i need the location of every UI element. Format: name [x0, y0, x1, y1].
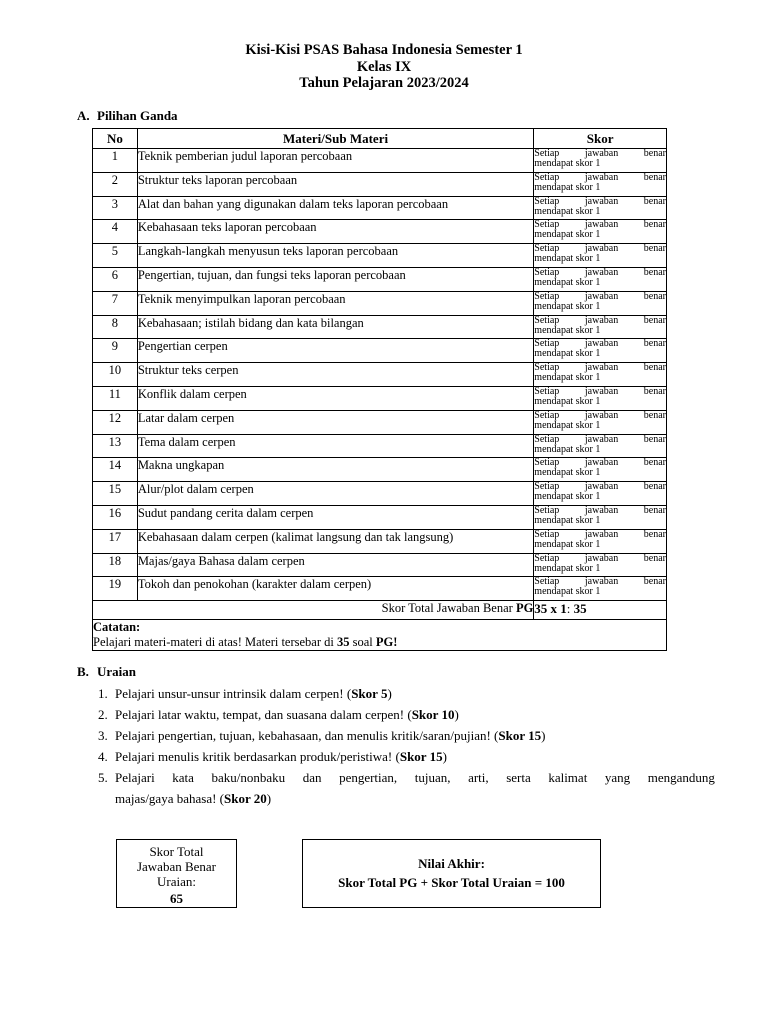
document-title — [0, 42, 768, 92]
skor-uraian-line-1: Skor Total — [149, 844, 204, 859]
table-row — [93, 410, 667, 434]
header-no: No — [93, 129, 138, 149]
skor-line-2: mendapat skor 1 — [534, 276, 601, 288]
skor-line-2: mendapat skor 1 — [534, 491, 601, 503]
uraian-text — [115, 683, 715, 704]
skor-word: jawaban — [584, 290, 619, 302]
skor-word: benar — [643, 504, 666, 516]
skor-word: Setiap — [534, 385, 560, 397]
skor-word: jawaban — [584, 433, 619, 445]
row-materi: Kebahasaan; istilah bidang dan kata bilangan — [137, 315, 533, 339]
catatan-count: 35 — [337, 635, 350, 650]
skor-word: Setiap — [534, 433, 560, 445]
title-line-2: Kelas IX — [356, 58, 412, 75]
uraian-5-word: yang — [604, 770, 631, 785]
row-skor — [534, 434, 667, 458]
skor-word: jawaban — [584, 266, 619, 278]
section-b-title: Uraian — [97, 664, 136, 679]
skor-line-2: mendapat skor 1 — [534, 372, 601, 384]
skor-word: Setiap — [534, 362, 560, 374]
uraian-number: 3. — [98, 728, 108, 743]
skor-word: benar — [643, 362, 666, 374]
skor-word: benar — [643, 266, 666, 278]
uraian-text — [115, 746, 715, 767]
skor-word: jawaban — [584, 576, 619, 588]
skor-word: benar — [643, 433, 666, 445]
uraian-skor: Skor 20 — [224, 791, 267, 806]
row-number: 15 — [93, 482, 138, 506]
header-skor: Skor — [534, 129, 667, 149]
row-materi: Tema dalam cerpen — [137, 434, 533, 458]
row-materi: Kebahasaan dalam cerpen (kalimat langsung dan tak langsung) — [137, 529, 533, 553]
uraian-number: 4. — [98, 749, 108, 764]
row-materi: Pengertian cerpen — [137, 339, 533, 363]
uraian-5-word: pengertian, — [339, 770, 398, 785]
table-row — [93, 339, 667, 363]
catatan-cell — [93, 620, 667, 651]
table-row — [93, 196, 667, 220]
catatan-text-mid: soal — [349, 635, 376, 650]
skor-line-2: mendapat skor 1 — [534, 253, 601, 265]
table-row — [93, 220, 667, 244]
list-item — [98, 767, 715, 809]
skor-word: jawaban — [584, 148, 619, 159]
skor-word: Setiap — [534, 481, 560, 493]
skor-word: benar — [643, 171, 666, 183]
uraian-5-word: dan — [302, 770, 322, 785]
skor-word: Setiap — [534, 314, 560, 326]
row-number: 2 — [93, 172, 138, 196]
table-row — [93, 291, 667, 315]
uraian-text-end: ) — [454, 707, 459, 722]
list-item — [98, 725, 715, 746]
table-row — [93, 577, 667, 601]
uraian-5-word: tujuan, — [414, 770, 451, 785]
skor-word: jawaban — [584, 385, 619, 397]
skor-word: jawaban — [584, 481, 619, 493]
row-number: 13 — [93, 434, 138, 458]
row-number: 1 — [93, 149, 138, 173]
skor-word: benar — [643, 338, 666, 350]
row-skor — [534, 410, 667, 434]
skor-line-2: mendapat skor 1 — [534, 467, 601, 479]
table-row — [93, 149, 667, 173]
row-skor — [534, 220, 667, 244]
total-label-pg: PG — [515, 601, 534, 616]
title-line-1: Kisi-Kisi PSAS Bahasa Indonesia Semester 1 — [245, 42, 523, 58]
uraian-skor: Skor 15 — [399, 749, 443, 764]
row-materi: Makna ungkapan — [137, 458, 533, 482]
total-value-result: 35 — [573, 601, 587, 617]
skor-word: benar — [643, 385, 666, 397]
uraian-text — [115, 725, 715, 746]
row-materi: Tokoh dan penokohan (karakter dalam cerpen) — [137, 577, 533, 601]
skor-word: jawaban — [584, 219, 619, 231]
uraian-number: 2. — [98, 707, 108, 722]
row-number: 18 — [93, 553, 138, 577]
row-skor — [534, 244, 667, 268]
catatan-text — [93, 635, 666, 650]
row-number: 5 — [93, 244, 138, 268]
skor-word: Setiap — [534, 504, 560, 516]
skor-word: Setiap — [534, 171, 560, 183]
skor-word: benar — [643, 552, 666, 564]
uraian-skor: Skor 10 — [411, 707, 455, 722]
skor-word: Setiap — [534, 576, 560, 588]
skor-word: jawaban — [584, 171, 619, 183]
skor-word: benar — [643, 290, 666, 302]
uraian-number: 5. — [98, 770, 108, 785]
uraian-text-main: Pelajari latar waktu, tempat, dan suasana dalam cerpen! ( — [115, 707, 412, 722]
row-number: 19 — [93, 577, 138, 601]
section-a-letter: A. — [77, 108, 90, 123]
total-value-formula: 35 x 1 — [534, 601, 567, 617]
total-label-text: Skor Total Jawaban Benar — [381, 601, 513, 616]
uraian-5-word: kata — [172, 770, 194, 785]
row-number: 17 — [93, 529, 138, 553]
skor-line-2: mendapat skor 1 — [534, 300, 601, 312]
skor-word: Setiap — [534, 290, 560, 302]
row-skor — [534, 386, 667, 410]
row-materi: Struktur teks cerpen — [137, 363, 533, 387]
row-skor — [534, 577, 667, 601]
row-materi: Teknik pemberian judul laporan percobaan — [137, 149, 533, 173]
row-skor — [534, 196, 667, 220]
section-b-heading — [77, 664, 136, 680]
row-number: 10 — [93, 363, 138, 387]
row-skor — [534, 363, 667, 387]
uraian-number: 1. — [98, 686, 108, 701]
table-row — [93, 434, 667, 458]
total-label — [93, 601, 534, 620]
skor-word: Setiap — [534, 219, 560, 231]
uraian-5-line-1 — [115, 767, 715, 788]
skor-line-2: mendapat skor 1 — [534, 324, 601, 336]
uraian-5-line-2 — [115, 788, 715, 809]
row-skor — [534, 529, 667, 553]
skor-word: benar — [643, 195, 666, 207]
row-skor — [534, 315, 667, 339]
skor-word: jawaban — [584, 457, 619, 469]
uraian-list — [98, 683, 715, 809]
list-item — [98, 746, 715, 767]
skor-word: benar — [643, 219, 666, 231]
skor-word: jawaban — [584, 504, 619, 516]
skor-line-2: mendapat skor 1 — [534, 586, 601, 598]
pilihan-ganda-table — [92, 128, 667, 651]
row-materi: Alur/plot dalam cerpen — [137, 482, 533, 506]
skor-word: jawaban — [584, 195, 619, 207]
uraian-text — [115, 704, 715, 725]
skor-line-2: mendapat skor 1 — [534, 514, 601, 526]
skor-word: jawaban — [584, 409, 619, 421]
uraian-text-main: majas/gaya bahasa! ( — [115, 791, 225, 806]
skor-uraian-box — [116, 839, 237, 908]
skor-word: benar — [643, 528, 666, 540]
uraian-text-end: ) — [442, 749, 447, 764]
row-number: 16 — [93, 505, 138, 529]
total-value-separator: : — [566, 601, 574, 617]
skor-line-2: mendapat skor 1 — [534, 158, 601, 169]
skor-word: benar — [643, 243, 666, 255]
row-number: 8 — [93, 315, 138, 339]
row-number: 11 — [93, 386, 138, 410]
skor-word: jawaban — [584, 528, 619, 540]
row-number: 6 — [93, 267, 138, 291]
row-number: 3 — [93, 196, 138, 220]
nilai-akhir-box — [302, 839, 601, 908]
uraian-skor: Skor 15 — [498, 728, 542, 743]
row-materi: Teknik menyimpulkan laporan percobaan — [137, 291, 533, 315]
row-skor — [534, 267, 667, 291]
row-skor — [534, 149, 667, 173]
skor-word: benar — [643, 576, 666, 588]
table-row — [93, 529, 667, 553]
table-header-row — [93, 129, 667, 149]
uraian-text-main: Pelajari unsur-unsur intrinsik dalam cerpen! ( — [115, 686, 352, 701]
row-number: 14 — [93, 458, 138, 482]
table-row — [93, 505, 667, 529]
row-materi: Konflik dalam cerpen — [137, 386, 533, 410]
catatan-title: Catatan: — [93, 620, 141, 635]
row-skor — [534, 505, 667, 529]
row-materi: Majas/gaya Bahasa dalam cerpen — [137, 553, 533, 577]
skor-word: Setiap — [534, 457, 560, 469]
catatan-row — [93, 620, 667, 651]
skor-word: Setiap — [534, 528, 560, 540]
section-a-title: Pilihan Ganda — [97, 108, 178, 123]
title-line-3: Tahun Pelajaran 2023/2024 — [299, 75, 469, 91]
row-materi: Langkah-langkah menyusun teks laporan percobaan — [137, 244, 533, 268]
skor-word: Setiap — [534, 552, 560, 564]
row-number: 4 — [93, 220, 138, 244]
row-materi: Alat dan bahan yang digunakan dalam teks laporan percobaan — [137, 196, 533, 220]
catatan-text-before: Pelajari materi-materi di atas! Materi tersebar di — [93, 635, 337, 650]
skor-line-2: mendapat skor 1 — [534, 205, 601, 217]
table-row — [93, 267, 667, 291]
skor-word: jawaban — [584, 243, 619, 255]
skor-word: benar — [643, 481, 666, 493]
table-row — [93, 172, 667, 196]
row-number: 7 — [93, 291, 138, 315]
table-row — [93, 244, 667, 268]
uraian-5-word: serta — [506, 770, 531, 785]
skor-uraian-value: 65 — [170, 891, 183, 906]
row-materi: Latar dalam cerpen — [137, 410, 533, 434]
catatan-pg: PG! — [375, 635, 398, 650]
uraian-text-main: Pelajari menulis kritik berdasarkan produk/peristiwa! ( — [115, 749, 400, 764]
row-skor — [534, 458, 667, 482]
skor-word: Setiap — [534, 243, 560, 255]
row-number: 9 — [93, 339, 138, 363]
section-a-heading — [77, 108, 178, 124]
skor-word: Setiap — [534, 148, 560, 159]
skor-uraian-line-3: Uraian: — [157, 874, 196, 889]
nilai-akhir-title: Nilai Akhir: — [418, 856, 485, 871]
skor-line-2: mendapat skor 1 — [534, 348, 601, 360]
table-row — [93, 458, 667, 482]
uraian-skor: Skor 5 — [351, 686, 388, 701]
row-skor — [534, 291, 667, 315]
uraian-5-word: mengandung — [647, 770, 715, 785]
total-value — [534, 601, 667, 620]
table-row — [93, 363, 667, 387]
skor-line-2: mendapat skor 1 — [534, 419, 601, 431]
skor-line-2: mendapat skor 1 — [534, 538, 601, 550]
skor-word: Setiap — [534, 409, 560, 421]
table-row — [93, 553, 667, 577]
skor-line-2: mendapat skor 1 — [534, 395, 601, 407]
skor-line-2: mendapat skor 1 — [534, 181, 601, 193]
list-item — [98, 704, 715, 725]
uraian-text — [115, 767, 715, 809]
nilai-akhir-formula: Skor Total PG + Skor Total Uraian = 100 — [338, 875, 565, 890]
table-row — [93, 315, 667, 339]
uraian-text-end: ) — [541, 728, 546, 743]
uraian-text-main: Pelajari pengertian, tujuan, kebahasaan, dan menulis kritik/saran/pujian! ( — [115, 728, 499, 743]
skor-word: Setiap — [534, 338, 560, 350]
skor-word: benar — [643, 457, 666, 469]
skor-uraian-line-2: Jawaban Benar — [136, 859, 217, 874]
total-row — [93, 601, 667, 620]
skor-word: jawaban — [584, 362, 619, 374]
row-materi: Sudut pandang cerita dalam cerpen — [137, 505, 533, 529]
section-b-letter: B. — [77, 664, 89, 679]
header-materi: Materi/Sub Materi — [137, 129, 533, 149]
row-materi: Kebahasaan teks laporan percobaan — [137, 220, 533, 244]
skor-word: jawaban — [584, 552, 619, 564]
skor-word: benar — [643, 148, 666, 159]
row-materi: Pengertian, tujuan, dan fungsi teks laporan percobaan — [137, 267, 533, 291]
skor-word: jawaban — [584, 314, 619, 326]
uraian-text-end: ) — [266, 791, 272, 806]
table-row — [93, 482, 667, 506]
uraian-5-word: baku/nonbaku — [211, 770, 286, 785]
table-row — [93, 386, 667, 410]
row-number: 12 — [93, 410, 138, 434]
skor-word: Setiap — [534, 195, 560, 207]
row-skor — [534, 553, 667, 577]
skor-word: benar — [643, 314, 666, 326]
skor-line-2: mendapat skor 1 — [534, 443, 601, 455]
list-item — [98, 683, 715, 704]
row-materi: Struktur teks laporan percobaan — [137, 172, 533, 196]
skor-word: benar — [643, 409, 666, 421]
uraian-5-word: arti, — [468, 770, 489, 785]
skor-word: Setiap — [534, 266, 560, 278]
uraian-text-end: ) — [387, 686, 392, 701]
skor-line-2: mendapat skor 1 — [534, 562, 601, 574]
row-skor — [534, 339, 667, 363]
row-skor — [534, 482, 667, 506]
skor-word: jawaban — [584, 338, 619, 350]
uraian-5-word: kalimat — [548, 770, 588, 785]
skor-line-2: mendapat skor 1 — [534, 229, 601, 241]
uraian-5-word: Pelajari — [115, 770, 155, 785]
row-skor — [534, 172, 667, 196]
